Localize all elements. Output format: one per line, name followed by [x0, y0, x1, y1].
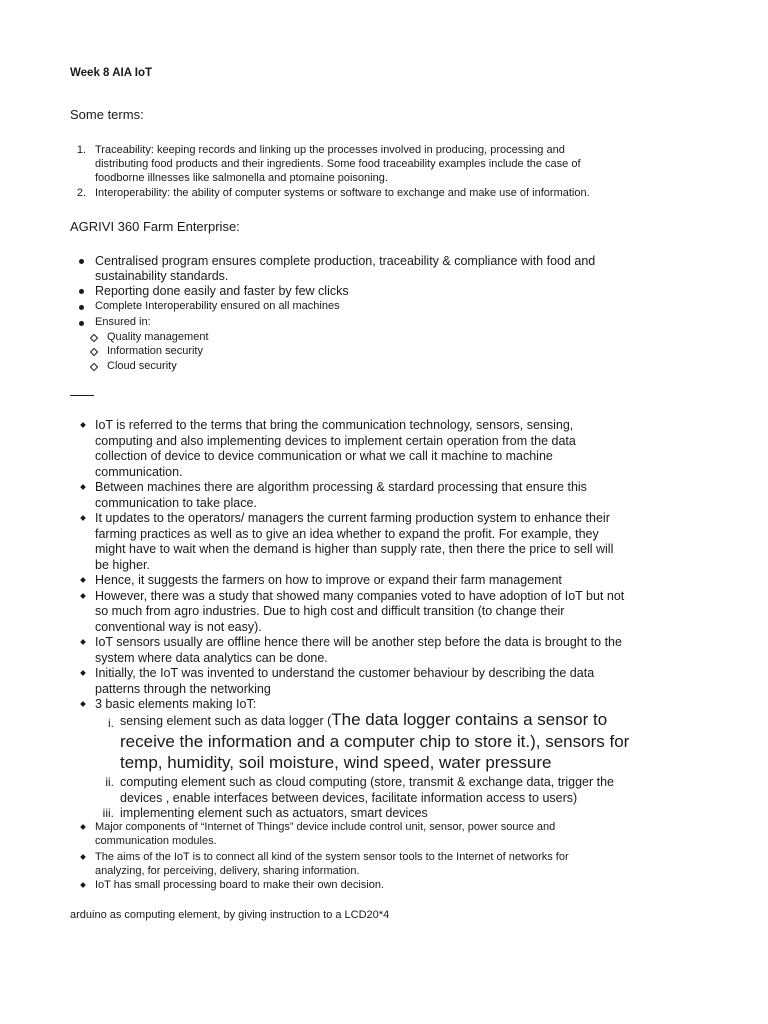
bullet-icon	[80, 515, 86, 521]
iot-item: It updates to the operators/ managers the current farming production system to enhance their	[95, 511, 610, 525]
separator-line	[70, 395, 94, 396]
term-text: distributing food products and their ingredients. Some food traceability examples include the case of	[95, 158, 581, 170]
bullet-icon	[80, 882, 86, 888]
agrivi-item: sustainability standards.	[95, 269, 229, 283]
bullet-icon	[80, 854, 86, 860]
element-computing: computing element such as cloud computing (store, transmit & exchange data, trigger the	[120, 775, 615, 789]
agrivi-item: Reporting done easily and faster by few clicks	[95, 284, 349, 298]
term-number: 2.	[76, 187, 86, 199]
bullet-icon	[80, 577, 86, 583]
element-sensing	[120, 710, 607, 730]
element-sensing-prefix: sensing element such as data logger (	[120, 714, 332, 728]
iot-item: system where data analytics can be done.	[95, 651, 328, 665]
bullet-icon	[80, 639, 86, 645]
term-number: 1.	[76, 144, 86, 156]
element-sensing-highlight: receive the information and a computer chip to store it.	[120, 732, 531, 751]
sub-bullet-icon	[90, 363, 98, 371]
iot-tail-item: IoT has small processing board to make their own decision.	[95, 879, 384, 891]
iot-item: Between machines there are algorithm processing & stardard processing that ensure this	[95, 480, 587, 494]
iot-tail-item: analyzing, for perceiving, delivery, sharing information.	[95, 865, 360, 877]
element-number: iii.	[102, 806, 114, 820]
element-number: ii.	[105, 775, 114, 789]
element-sensing-tail: ), sensors for	[530, 732, 630, 751]
iot-item: so much from agro industries. Due to high cost and difficult transition (to change their	[95, 604, 565, 618]
iot-item: might have to wait when the demand is higher than supply rate, then there the price to sell will	[95, 542, 614, 556]
element-sensing	[120, 732, 629, 752]
element-sensing-tail: temp, humidity, soil moisture, wind speed, water pressure	[120, 753, 552, 772]
terms-heading: Some terms:	[70, 107, 144, 122]
bullet-icon	[80, 670, 86, 676]
bullet-icon	[79, 321, 84, 326]
sub-bullet-icon	[90, 348, 98, 356]
bullet-icon	[79, 259, 84, 264]
sub-bullet-icon	[90, 334, 98, 342]
bullet-icon	[79, 289, 84, 294]
agrivi-item: Centralised program ensures complete production, traceability & compliance with food and	[95, 254, 596, 268]
bullet-icon	[80, 593, 86, 599]
term-text: Interoperability: the ability of computer systems or software to exchange and make use of information.	[95, 187, 590, 199]
iot-item: IoT is referred to the terms that bring the communication technology, sensors, sensing,	[95, 418, 574, 432]
agrivi-item: Ensured in:	[95, 316, 151, 328]
iot-item: 3 basic elements making IoT:	[95, 697, 257, 711]
bullet-icon	[80, 484, 86, 490]
iot-tail-item: communication modules.	[95, 835, 217, 847]
element-sensing-highlight: The data logger contains a sensor to	[331, 710, 608, 729]
term-text: Traceability: keeping records and linking up the processes involved in producing, processing and	[95, 144, 565, 156]
page-title: Week 8 AIA IoT	[70, 67, 153, 79]
agrivi-item: Complete Interoperability ensured on all machines	[95, 300, 340, 312]
ensured-sub-item: Quality management	[107, 331, 209, 343]
iot-item: computing and also implementing devices to implement certain operation from the data	[95, 434, 576, 448]
element-number: i.	[108, 716, 114, 730]
ensured-sub-item: Information security	[107, 345, 203, 357]
iot-item: conventional way is not easy).	[95, 620, 262, 634]
bullet-icon	[80, 422, 86, 428]
element-computing: devices , enable interfaces between devices, facilitate information access to users)	[120, 791, 578, 805]
iot-item: Hence, it suggests the farmers on how to improve or expand their farm management	[95, 573, 562, 587]
bullet-icon	[79, 305, 84, 310]
term-text: foodborne illnesses like salmonella and ptomaine poisoning.	[95, 172, 388, 184]
iot-item: farming practices as well as to give an idea whether to expand the profit. For example, they	[95, 527, 599, 541]
iot-item: collection of device to device communication or what we call it machine to machine	[95, 449, 553, 463]
agrivi-heading: AGRIVI 360 Farm Enterprise:	[70, 219, 240, 234]
iot-item: communication to take place.	[95, 496, 257, 510]
iot-tail-item: The aims of the IoT is to connect all kind of the system sensor tools to the Internet of networks for	[95, 851, 569, 863]
iot-item: communication.	[95, 465, 183, 479]
iot-item: be higher.	[95, 558, 150, 572]
ensured-sub-item: Cloud security	[107, 360, 177, 372]
footer-note: arduino as computing element, by giving instruction to a LCD20*4	[70, 909, 390, 921]
element-implementing: implementing element such as actuators, smart devices	[120, 806, 428, 820]
iot-item: However, there was a study that showed many companies voted to have adoption of IoT but not	[95, 589, 625, 603]
iot-tail-item: Major components of “Internet of Things” device include control unit, sensor, power source and	[95, 821, 556, 833]
bullet-icon	[80, 701, 86, 707]
iot-item: Initially, the IoT was invented to understand the customer behaviour by describing the data	[95, 666, 595, 680]
iot-item: patterns through the networking	[95, 682, 271, 696]
bullet-icon	[80, 824, 86, 830]
iot-item: IoT sensors usually are offline hence there will be another step before the data is brought to the	[95, 635, 622, 649]
